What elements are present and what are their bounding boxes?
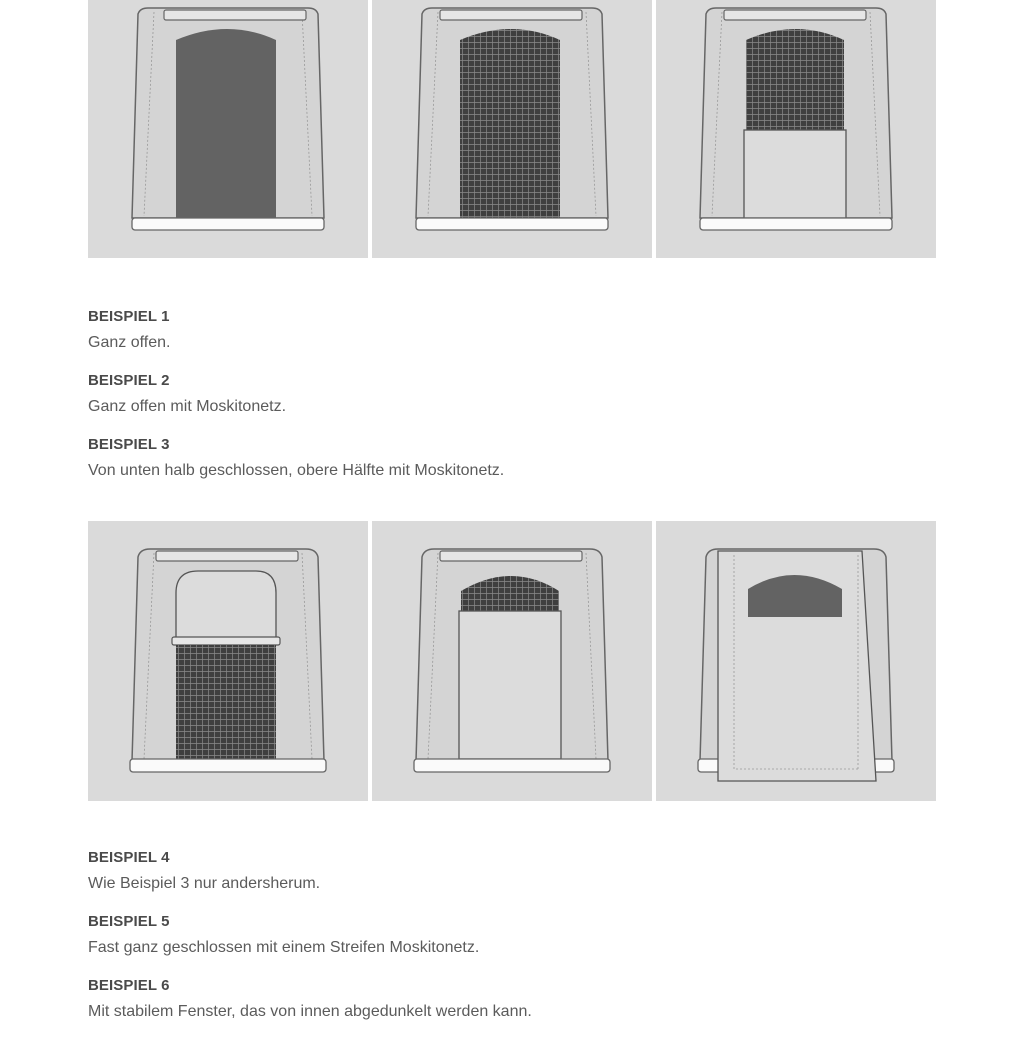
- captions-group-1: [88, 307, 936, 499]
- example-3-text: Von unten halb geschlossen, obere Hälfte mit Moskitonetz.: [88, 462, 505, 479]
- example-4: [88, 848, 936, 912]
- example-3: [88, 435, 936, 499]
- example-4-title: BEISPIEL 4: [88, 849, 170, 866]
- tent-illustration-example-3: [656, 0, 936, 258]
- example-6-title: BEISPIEL 6: [88, 977, 170, 994]
- example-5: [88, 912, 936, 976]
- example-1-text: Ganz offen.: [88, 334, 171, 351]
- tent-door-fully-open-image: [88, 0, 368, 258]
- illustration-row-2: [88, 521, 936, 801]
- example-2-text: Ganz offen mit Moskitonetz.: [88, 398, 287, 415]
- tent-illustration-example-2: [372, 0, 652, 258]
- captions-group-2: [88, 848, 936, 1040]
- example-3-title: BEISPIEL 3: [88, 436, 170, 453]
- tent-illustration-example-6: [656, 521, 936, 801]
- example-5-text: Fast ganz geschlossen mit einem Streifen Moskitonetz.: [88, 939, 480, 956]
- example-6: [88, 976, 936, 1040]
- example-5-title: BEISPIEL 5: [88, 913, 170, 930]
- example-2-title: BEISPIEL 2: [88, 372, 170, 389]
- illustration-row-1: [88, 0, 936, 258]
- example-1: [88, 307, 936, 371]
- example-2: [88, 371, 936, 435]
- tent-door-mostly-closed-mesh-strip-image: [372, 521, 652, 801]
- example-6-text: Mit stabilem Fenster, das von innen abgedunkelt werden kann.: [88, 1003, 532, 1020]
- tent-illustration-example-5: [372, 521, 652, 801]
- tent-illustration-example-1: [88, 0, 368, 258]
- tent-illustration-example-4: [88, 521, 368, 801]
- example-4-text: Wie Beispiel 3 nur andersherum.: [88, 875, 321, 892]
- tent-door-half-closed-top-image: [88, 521, 368, 801]
- tent-door-open-mosquito-net-image: [372, 0, 652, 258]
- tent-door-half-closed-bottom-image: [656, 0, 936, 258]
- tent-door-closed-with-window-image: [656, 521, 936, 801]
- example-1-title: BEISPIEL 1: [88, 308, 170, 325]
